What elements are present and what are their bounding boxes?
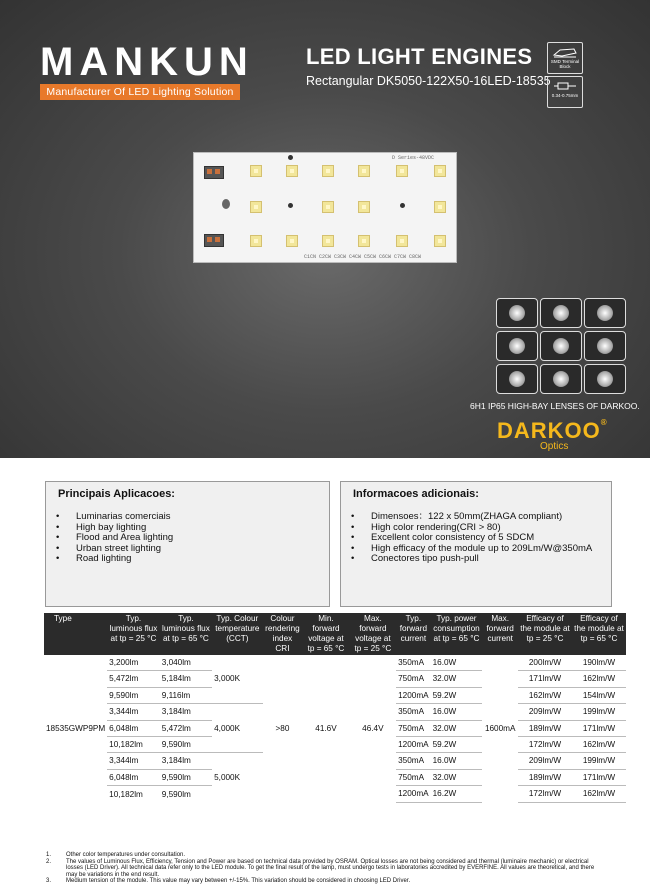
eff65-cell: 171lm/W — [572, 769, 626, 785]
column-header: Max. forward voltage at tp = 25 °C — [350, 613, 397, 655]
footnotes — [46, 852, 606, 885]
led-chip — [250, 235, 262, 247]
led-chip — [286, 235, 298, 247]
column-header: Typ. forward current — [396, 613, 431, 655]
lens-caption: 6H1 IP65 HIGH-BAY LENSES OF DARKOO. — [470, 401, 640, 411]
list-item: • Excellent color consistency of 5 SDCM — [351, 533, 592, 544]
brand-tagline: Manufacturer Of LED Lighting Solution — [40, 84, 240, 100]
led-chip — [358, 235, 370, 247]
lens-cell — [584, 364, 626, 394]
flux65-cell: 9,590lm — [161, 789, 191, 799]
power-cell: 32.0W — [431, 720, 483, 736]
info-panel — [340, 481, 612, 607]
list-item: • Urban street lighting — [56, 544, 173, 555]
eff25-cell: 162lm/W — [518, 687, 572, 703]
table-row — [44, 655, 626, 671]
power-cell: 59.2W — [431, 687, 483, 703]
cct-cell: 4,000K — [212, 704, 262, 753]
eff25-cell: 200lm/W — [518, 655, 572, 671]
mount-hole — [222, 199, 230, 209]
board-series-label: D Series-48VDC — [392, 155, 435, 161]
led-chip — [322, 235, 334, 247]
led-chip — [250, 201, 262, 213]
led-chip — [322, 201, 334, 213]
brand-logo — [40, 42, 254, 100]
power-cell: 16.0W — [431, 655, 483, 671]
eff25-cell: 209lm/W — [518, 753, 572, 769]
specs-table — [44, 613, 626, 803]
power-cell: 32.0W — [431, 671, 483, 687]
eff25-cell: 171lm/W — [518, 671, 572, 687]
max-current-cell: 1600mA — [484, 723, 516, 733]
flux65-cell: 3,184lm — [160, 753, 212, 769]
lens-array-image — [496, 298, 629, 394]
flux25-cell: 5,472lm — [107, 671, 160, 687]
flux25-cell: 10,182lm — [107, 737, 160, 753]
footnote: 1. Other color temperatures under consultation. — [46, 852, 186, 858]
product-subtitle: Rectangular DK5050-122X50-16LED-18535 — [306, 74, 551, 88]
led-chip — [434, 165, 446, 177]
flux25-cell: 6,048lm — [107, 769, 160, 785]
list-item: • Conectores tipo push-pull — [351, 554, 592, 565]
lens-cell — [540, 331, 582, 361]
table-header-row — [44, 613, 626, 655]
product-title: LED LIGHT ENGINES — [306, 44, 533, 69]
applications-panel — [45, 481, 330, 607]
connector-top — [204, 166, 224, 179]
column-header: Typ. power consumption at tp = 65 °C — [431, 613, 483, 655]
list-item: • Road lighting — [56, 554, 173, 565]
led-chip — [250, 165, 262, 177]
max-voltage-cell: 46.4V — [362, 723, 384, 733]
list-item: • Flood and Area lighting — [56, 533, 173, 544]
led-chip — [434, 201, 446, 213]
flux25-cell: 6,048lm — [107, 720, 160, 736]
min-voltage-cell: 41.6V — [315, 723, 337, 733]
lens-cell — [496, 298, 538, 328]
column-header: Typ. luminous flux at tp = 25 °C — [107, 613, 160, 655]
flux65-cell: 9,590lm — [160, 737, 212, 753]
list-item: • Luminarias comerciais — [56, 512, 173, 523]
eff25-cell: 189lm/W — [518, 769, 572, 785]
flux65-cell: 3,184lm — [160, 704, 212, 720]
darkoo-logo: DARKOO® — [497, 418, 608, 443]
lens-cell — [540, 298, 582, 328]
eff65-cell: 162lm/W — [572, 737, 626, 753]
eff25-cell: 172lm/W — [518, 737, 572, 753]
led-board-image — [193, 152, 457, 263]
led-chip — [322, 165, 334, 177]
info-list — [351, 512, 592, 565]
flux25-cell: 3,200lm — [107, 655, 160, 671]
led-chip — [286, 165, 298, 177]
current-cell: 350mA — [396, 704, 431, 720]
power-cell: 16.2W — [431, 786, 483, 802]
footnote: 3. Medium tension of the module. This value may vary between +/-15%. This variation should be considered in choosing LED Driver. — [46, 878, 411, 884]
info-title: Informacoes adicionais: — [353, 488, 479, 500]
power-cell: 16.0W — [431, 704, 483, 720]
list-item: • High efficacy of the module up to 209Lm/W@350mA — [351, 544, 592, 555]
lens-cell — [496, 364, 538, 394]
current-cell: 750mA — [396, 769, 431, 785]
eff65-cell: 171lm/W — [572, 720, 626, 736]
list-item: • High bay lighting — [56, 523, 173, 534]
board-dot — [288, 155, 293, 160]
cct-cell: 5,000K — [214, 773, 241, 783]
wire-gauge-badge: 0.34-0.75mm — [547, 76, 583, 108]
current-cell: 750mA — [396, 671, 431, 687]
eff65-cell: 162lm/W — [572, 671, 626, 687]
smd-terminal-icon — [552, 46, 578, 58]
eff65-cell: 154lm/W — [572, 687, 626, 703]
flux65-cell: 5,472lm — [160, 720, 212, 736]
column-header: Efficacy of the module at tp = 25 °C — [518, 613, 572, 655]
flux65-cell: 3,040lm — [160, 655, 212, 671]
eff65-cell: 162lm/W — [572, 786, 626, 802]
type-cell: 18535GWP9PM — [46, 723, 106, 733]
board-dot — [288, 203, 293, 208]
eff25-cell: 189lm/W — [518, 720, 572, 736]
list-item: • Dimensoes：122 x 50mm(ZHAGA compliant) — [351, 512, 592, 523]
eff25-cell: 209lm/W — [518, 704, 572, 720]
current-cell: 1200mA — [396, 737, 431, 753]
eff65-cell: 190lm/W — [572, 655, 626, 671]
column-header: Max. forward current — [482, 613, 518, 655]
eff65-cell: 199lm/W — [572, 704, 626, 720]
flux25-cell: 3,344lm — [107, 753, 160, 769]
lens-cell — [540, 364, 582, 394]
eff65-cell: 199lm/W — [572, 753, 626, 769]
board-bottom-label: C1CN C2CW C3CW C4CW C5CW C6CW C7CW C8CW — [304, 254, 422, 260]
lens-cell — [584, 331, 626, 361]
flux65-cell: 9,116lm — [160, 687, 212, 703]
flux25-cell: 3,344lm — [107, 704, 160, 720]
column-header: Type — [44, 613, 107, 655]
list-item: • High color rendering(CRI > 80) — [351, 523, 592, 534]
led-chip — [396, 235, 408, 247]
power-cell: 59.2W — [431, 737, 483, 753]
column-header: Typ. luminous flux at tp = 65 °C — [160, 613, 212, 655]
power-cell: 16.0W — [431, 753, 483, 769]
current-cell: 750mA — [396, 720, 431, 736]
column-header: Min. forward voltage at tp = 65 °C — [302, 613, 349, 655]
flux65-cell: 5,184lm — [160, 671, 212, 687]
current-cell: 350mA — [396, 655, 431, 671]
column-header: Typ. Colour temperature (CCT) — [212, 613, 262, 655]
footnote: 2. The values of Luminous Flux, Efficiency, Tension and Power are based on technical data provided by OSRAM. Optical losses are not being considered and thermal (luminaire mechanic) or electrical losses (LED Driver). All technical data refer only to the LED module. To get the final result of the lamp, must undergo tests in laboratories accredited by EVERFINE. All values are theoretical, and there may be variations in the end result. — [46, 858, 595, 878]
board-dot — [400, 203, 405, 208]
flux25-cell: 9,590lm — [107, 687, 160, 703]
column-header: Efficacy of the module at tp = 65 °C — [572, 613, 626, 655]
led-chip — [434, 235, 446, 247]
current-cell: 350mA — [396, 753, 431, 769]
darkoo-optics-label: Optics — [540, 441, 569, 452]
cri-cell: >80 — [275, 723, 290, 733]
wire-gauge-icon — [552, 80, 578, 92]
connector-bottom — [204, 234, 224, 247]
led-chip — [358, 165, 370, 177]
smd-terminal-badge: SMD Terminal Block — [547, 42, 583, 74]
current-cell: 1200mA — [396, 687, 431, 703]
column-header: Colour rendering index CRI — [263, 613, 303, 655]
lens-cell — [496, 331, 538, 361]
lens-cell — [584, 298, 626, 328]
cct-cell: 3,000K — [212, 655, 262, 704]
brand-name: MANKUN — [40, 40, 254, 84]
power-cell: 32.0W — [431, 769, 483, 785]
led-chip — [396, 165, 408, 177]
led-chip — [358, 201, 370, 213]
flux25-cell: 10,182lm — [109, 789, 143, 799]
eff25-cell: 172lm/W — [518, 786, 572, 802]
current-cell: 1200mA — [396, 786, 431, 802]
applications-title: Principais Aplicacoes: — [58, 488, 175, 500]
flux65-cell: 9,590lm — [160, 769, 212, 785]
applications-list — [56, 512, 173, 565]
